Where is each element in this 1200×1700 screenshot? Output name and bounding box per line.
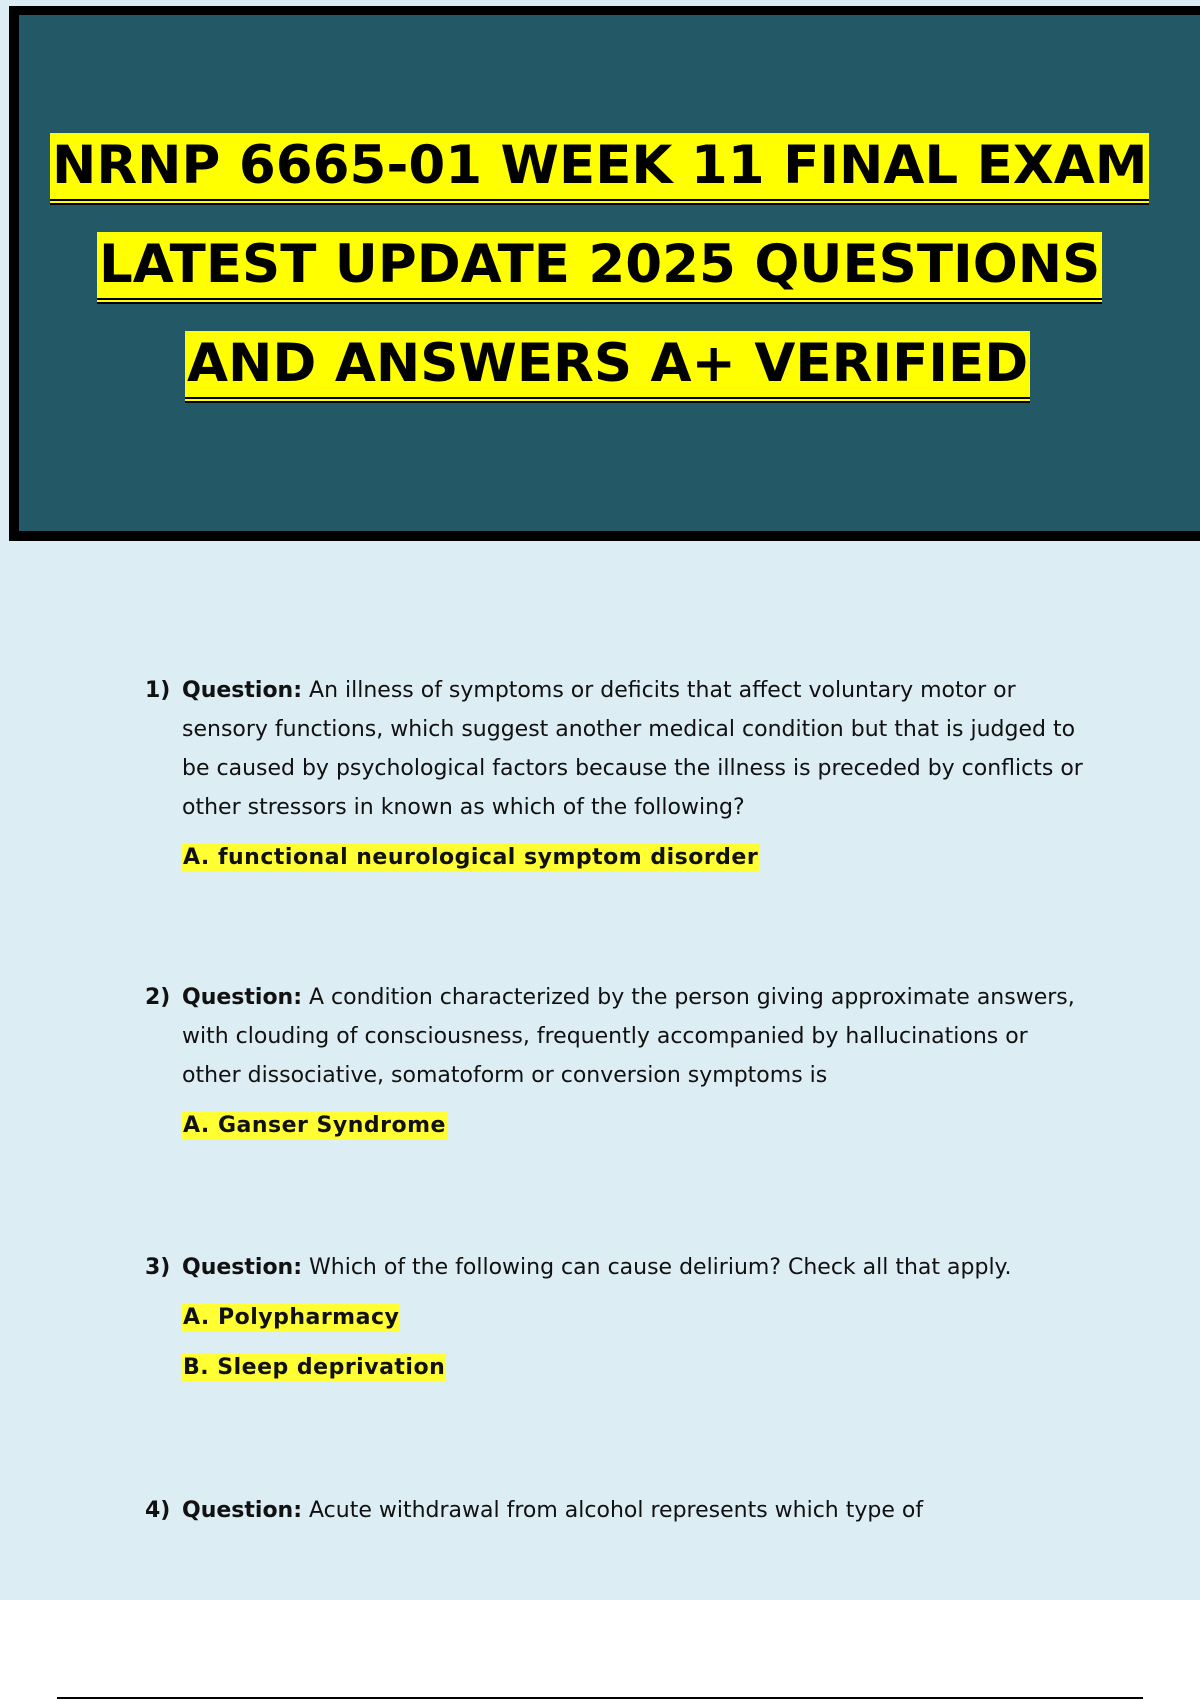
question-text: An illness of symptoms or deficits that affect voluntary motor or sensory functions, which suggest another medical condition but that is judged to be caused by psychological factors because the illness is preceded by conflicts or other stressors in known as which of the following? (182, 678, 1083, 820)
title-line-3: AND ANSWERS A+ VERIFIED (185, 331, 1200, 403)
question-label: Question: (182, 1498, 303, 1523)
question-block-3 (145, 1248, 1085, 1387)
question-block-4 (145, 1491, 1085, 1530)
answer-3a: A. Polypharmacy (183, 1305, 400, 1330)
question-4 (145, 1491, 1085, 1530)
footer-divider (57, 1697, 1143, 1699)
question-text: A condition characterized by the person giving approximate answers, with clouding of consciousness, frequently accompanied by hallucinations or other dissociative, somatoform or conversion symptoms is (182, 985, 1075, 1088)
title-banner (9, 6, 1200, 541)
question-number: 2) (145, 985, 171, 1010)
question-label: Question: (182, 985, 303, 1010)
question-block-1 (145, 671, 1085, 877)
question-label: Question: (182, 678, 303, 703)
answer-1a: A. functional neurological symptom disorder (183, 845, 759, 870)
question-label: Question: (182, 1255, 303, 1280)
question-text: Which of the following can cause delirium? Check all that apply. (309, 1255, 1012, 1280)
question-2 (145, 978, 1085, 1095)
question-1 (145, 671, 1085, 827)
title-line-1: NRNP 6665-01 WEEK 11 FINAL EXAM (50, 133, 1200, 205)
question-number: 3) (145, 1255, 171, 1280)
answer-3b: B. Sleep deprivation (183, 1355, 446, 1380)
answer-2a: A. Ganser Syndrome (183, 1113, 446, 1138)
title-line-2: LATEST UPDATE 2025 QUESTIONS (97, 232, 1200, 304)
question-number: 1) (145, 678, 171, 703)
question-number: 4) (145, 1498, 171, 1523)
question-3 (145, 1248, 1085, 1287)
question-block-2 (145, 978, 1085, 1145)
question-text: Acute withdrawal from alcohol represents which type of (309, 1498, 924, 1523)
